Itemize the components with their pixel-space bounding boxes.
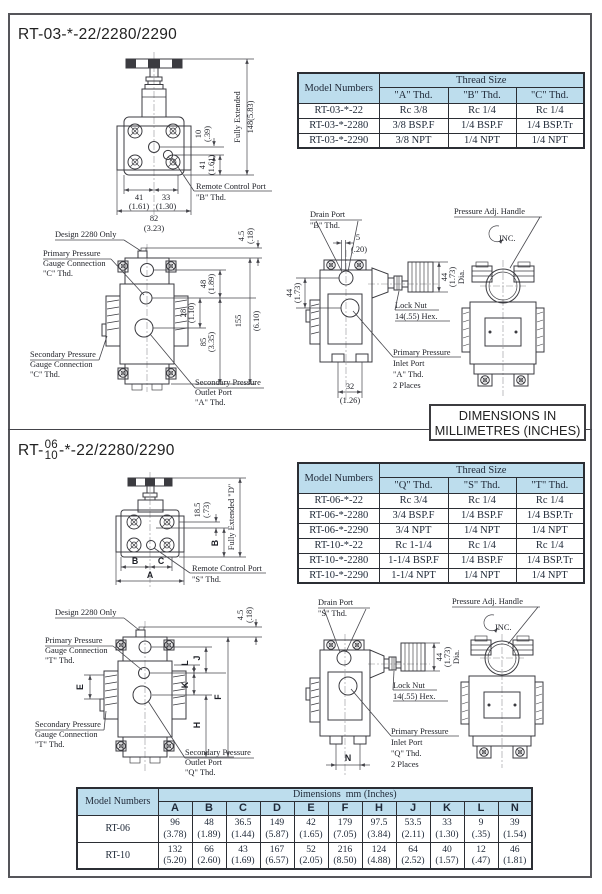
svg-text:Dia.: Dia. (452, 649, 461, 665)
svg-text:5: 5 (355, 233, 361, 242)
cell: 39 (1.54) (498, 815, 532, 842)
rt03-side-view-drawing (285, 210, 473, 406)
cell: 1/4 BSP.F (448, 118, 516, 133)
svg-text:(1.73): (1.73) (293, 282, 302, 304)
svg-text:Fully Extended "D": Fully Extended "D" (227, 483, 236, 551)
table-header-row (298, 73, 584, 87)
dimensions-note-line1: DIMENSIONS IN (458, 407, 557, 423)
cell: 1/4 NPT (516, 523, 584, 538)
svg-text:2 Places: 2 Places (393, 381, 421, 390)
model-cell: RT-06-*-22 (298, 493, 379, 508)
dimension-155 (234, 258, 261, 384)
section2-title (18, 440, 175, 461)
inc-rotation-arrow (489, 226, 516, 243)
svg-text:Primary Pressure: Primary Pressure (391, 727, 449, 736)
svg-text:(3.35): (3.35) (207, 331, 216, 353)
svg-text:C: C (157, 556, 165, 566)
svg-text:Lock Nut: Lock Nut (393, 681, 425, 690)
svg-text:(6.10): (6.10) (252, 310, 261, 332)
svg-text:Pressure Adj. Handle: Pressure Adj. Handle (454, 207, 525, 216)
svg-text:(1.61): (1.61) (207, 154, 216, 176)
cell: 3/8 BSP.F (379, 118, 448, 133)
inc-rotation-arrow (484, 615, 512, 632)
table-row (298, 538, 584, 553)
cell: 1/4 BSP.Tr (516, 553, 584, 568)
valve-side-view (306, 250, 438, 402)
pressure-adj-handle-label (452, 597, 540, 644)
col-c: C (226, 801, 260, 815)
svg-text:"A" Thd.: "A" Thd. (393, 370, 424, 379)
thread-size-header: Thread Size (379, 73, 584, 87)
dimension-32 (338, 362, 362, 405)
cell: 1/4 BSP.Tr (516, 118, 584, 133)
cell: 42 (1.65) (294, 815, 328, 842)
svg-text:4.5: 4.5 (236, 609, 245, 621)
cell: 216 (8.50) (328, 842, 362, 869)
svg-text:H: H (192, 721, 202, 729)
cell: Rc 3/4 (379, 493, 448, 508)
svg-text:Inlet Port: Inlet Port (393, 359, 425, 368)
model-cell: RT-10-*-2290 (298, 568, 379, 583)
svg-text:28: 28 (179, 308, 188, 318)
cell: 3/8 NPT (379, 133, 448, 148)
table-row (298, 103, 584, 118)
svg-text:"Q" Thd.: "Q" Thd. (185, 768, 216, 777)
lock-nut-label (395, 291, 450, 321)
svg-text:(1.30): (1.30) (155, 202, 177, 211)
model-numbers-header: Model Numbers (77, 788, 158, 815)
model-cell: RT-10-*-22 (298, 538, 379, 553)
svg-text:"C" Thd.: "C" Thd. (30, 370, 60, 379)
cell: 132 (5.20) (158, 842, 192, 869)
svg-text:14(.55) Hex.: 14(.55) Hex. (395, 312, 438, 321)
dimensions-note-line2: MILLIMETRES (INCHES) (434, 422, 581, 438)
cell: Rc 1/4 (448, 103, 516, 118)
svg-text:Dia.: Dia. (457, 269, 466, 285)
table-row (77, 842, 532, 869)
col-l: L (464, 801, 498, 815)
cell: 124 (4.88) (362, 842, 396, 869)
col-a: A (158, 801, 192, 815)
dimension-4-5 (146, 228, 262, 266)
svg-text:41: 41 (134, 193, 144, 202)
cell: Rc 1-1/4 (379, 538, 448, 553)
svg-text:Secondary Pressure: Secondary Pressure (195, 378, 261, 387)
dimension-44-left (285, 278, 341, 308)
svg-text:48: 48 (199, 279, 208, 289)
cell: 1/4 NPT (516, 568, 584, 583)
col-q-thd: "Q" Thd. (379, 477, 448, 493)
svg-text:44: 44 (440, 272, 449, 282)
svg-text:Primary Pressure: Primary Pressure (393, 348, 451, 357)
svg-text:"T" Thd.: "T" Thd. (45, 656, 75, 665)
svg-text:(.73): (.73) (202, 501, 211, 519)
svg-text:10: 10 (194, 129, 203, 139)
cell: 96 (3.78) (158, 815, 192, 842)
svg-text:B: B (210, 539, 220, 547)
cell: 1/4 NPT (448, 133, 516, 148)
col-h: H (362, 801, 396, 815)
svg-text:18.5: 18.5 (193, 502, 202, 518)
table-header-row (77, 788, 532, 801)
rt0610-rear-view-drawing (450, 596, 585, 781)
svg-text:Secondary Pressure: Secondary Pressure (185, 748, 251, 757)
thread-size-header: Thread Size (379, 463, 584, 477)
table-row (298, 493, 584, 508)
cell: 1/4 BSP.F (448, 553, 516, 568)
cell: 3/4 NPT (379, 523, 448, 538)
cell: 40 (1.57) (430, 842, 464, 869)
cell: 1-1/4 BSP.F (379, 553, 448, 568)
rt03-thread-table (297, 72, 585, 149)
svg-text:L: L (180, 660, 190, 666)
col-n: N (498, 801, 532, 815)
svg-text:Gauge Connection: Gauge Connection (35, 730, 98, 739)
svg-text:Gauge Connection: Gauge Connection (43, 259, 106, 268)
dimensions-header: Dimensions mm (Inches) (158, 788, 532, 801)
cell: 36.5 (1.44) (226, 815, 260, 842)
dimension-letters (75, 637, 234, 757)
svg-text:44: 44 (435, 652, 444, 662)
cell: 149 (5.87) (260, 815, 294, 842)
rt03-rear-view-drawing (452, 206, 587, 398)
svg-text:Remote Control Port: Remote Control Port (192, 564, 262, 573)
cell: 97.5 (3.84) (362, 815, 396, 842)
design-2280-label (55, 608, 139, 630)
table-row (298, 568, 584, 583)
cell: 43 (1.69) (226, 842, 260, 869)
svg-text:(1.61): (1.61) (128, 202, 150, 211)
col-f: F (328, 801, 362, 815)
dimension-4-5 (144, 607, 262, 645)
svg-text:Design 2280 Only: Design 2280 Only (55, 608, 117, 617)
col-b-thd: "B" Thd. (448, 87, 516, 103)
svg-text:K: K (180, 681, 190, 689)
col-a-thd: "A" Thd. (379, 87, 448, 103)
col-j: J (396, 801, 430, 815)
cell: Rc 1/4 (516, 538, 584, 553)
col-c-thd: "C" Thd. (516, 87, 584, 103)
dimension-41-right (184, 155, 254, 175)
svg-text:(1.89): (1.89) (207, 273, 216, 295)
model-cell: RT-10 (77, 842, 158, 869)
cell: 1/4 NPT (516, 133, 584, 148)
svg-text:J: J (192, 655, 202, 661)
col-t-thd: "T" Thd. (516, 477, 584, 493)
svg-text:"T" Thd.: "T" Thd. (35, 740, 65, 749)
svg-text:Secondary Pressure: Secondary Pressure (35, 720, 101, 729)
cell: 66 (2.60) (192, 842, 226, 869)
svg-text:INC.: INC. (495, 623, 512, 632)
model-cell: RT-06-*-2280 (298, 508, 379, 523)
svg-text:Pressure Adj. Handle: Pressure Adj. Handle (452, 597, 523, 606)
svg-text:B: B (131, 556, 139, 566)
remote-control-port-label (172, 158, 272, 202)
svg-text:33: 33 (161, 193, 171, 202)
svg-text:F: F (213, 694, 223, 700)
svg-text:Primary Pressure: Primary Pressure (43, 249, 101, 258)
rt0610-front-view-drawing (10, 603, 305, 785)
cell: 46 (1.81) (498, 842, 532, 869)
svg-text:41: 41 (198, 160, 207, 170)
svg-text:Gauge Connection: Gauge Connection (45, 646, 108, 655)
cell: 1/4 NPT (448, 523, 516, 538)
svg-text:"B" Thd.: "B" Thd. (310, 221, 340, 230)
svg-text:"A" Thd.: "A" Thd. (195, 398, 226, 407)
svg-text:"S" Thd.: "S" Thd. (318, 609, 348, 618)
secondary-outlet-label (148, 701, 254, 777)
table-row (298, 523, 584, 538)
svg-text:E: E (75, 684, 85, 690)
svg-text:2 Places: 2 Places (391, 760, 419, 769)
section1-title: RT-03-*-22/2280/2290 (18, 26, 178, 43)
rt0610-dimensions-table (76, 787, 533, 870)
cell: 64 (2.52) (396, 842, 430, 869)
secondary-gauge-label (30, 336, 107, 379)
svg-text:(.20): (.20) (350, 245, 368, 254)
col-d: D (260, 801, 294, 815)
table-row (298, 553, 584, 568)
col-k: K (430, 801, 464, 815)
model-cell: RT-03-*-22 (298, 103, 379, 118)
cell: 1/4 BSP.Tr (516, 508, 584, 523)
model-cell: RT-03-*-2280 (298, 118, 379, 133)
valve-front-view (102, 244, 188, 392)
title-model-stack: 06 10 (44, 439, 58, 462)
svg-text:Drain Port: Drain Port (310, 210, 346, 219)
cell: 33 (1.30) (430, 815, 464, 842)
title-prefix: RT- (18, 441, 44, 459)
table-row (77, 815, 532, 842)
rt03-front-view-drawing (10, 224, 305, 424)
svg-text:Remote Control Port: Remote Control Port (196, 182, 266, 191)
drain-port-label (318, 598, 370, 652)
svg-text:(.18): (.18) (246, 227, 255, 245)
svg-text:(1.26): (1.26) (339, 396, 361, 405)
svg-text:(1.73): (1.73) (448, 266, 457, 288)
model-cell: RT-10-*-2280 (298, 553, 379, 568)
cell: 3/4 BSP.F (379, 508, 448, 523)
col-s-thd: "S" Thd. (448, 477, 516, 493)
cell: Rc 1/4 (448, 493, 516, 508)
pressure-adj-handle-label (454, 207, 542, 268)
model-cell: RT-06 (77, 815, 158, 842)
rt03-top-view-drawing (92, 50, 292, 234)
svg-text:32: 32 (345, 382, 355, 391)
svg-text:4.5: 4.5 (237, 230, 246, 242)
design-2280-label (55, 230, 141, 251)
svg-text:148(5.83): 148(5.83) (246, 100, 255, 134)
model-cell: RT-06-*-2290 (298, 523, 379, 538)
svg-text:Secondary Pressure: Secondary Pressure (30, 350, 96, 359)
svg-text:(.39): (.39) (203, 125, 212, 143)
svg-text:"C" Thd.: "C" Thd. (43, 269, 73, 278)
primary-inlet-label (353, 311, 461, 390)
svg-text:82: 82 (149, 214, 159, 223)
table-row (298, 133, 584, 148)
cell: Rc 1/4 (516, 493, 584, 508)
cell: Rc 1/4 (448, 538, 516, 553)
col-b: B (192, 801, 226, 815)
svg-text:Design 2280 Only: Design 2280 Only (55, 230, 117, 239)
col-e: E (294, 801, 328, 815)
model-numbers-header: Model Numbers (298, 463, 379, 493)
primary-gauge-label (45, 636, 142, 670)
cell: 9 (.35) (464, 815, 498, 842)
cell: 167 (6.57) (260, 842, 294, 869)
svg-text:Fully Extended: Fully Extended (233, 91, 242, 143)
svg-text:"S" Thd.: "S" Thd. (192, 575, 222, 584)
rt0610-thread-table (297, 462, 585, 584)
cell: 1-1/4 NPT (379, 568, 448, 583)
dimension-28 (153, 298, 206, 328)
svg-text:(1.73): (1.73) (443, 646, 452, 668)
svg-text:(3.23): (3.23) (143, 224, 165, 233)
svg-text:"B" Thd.: "B" Thd. (196, 193, 226, 202)
cell: 12 (.47) (464, 842, 498, 869)
svg-text:N: N (344, 753, 352, 763)
svg-text:A: A (146, 570, 154, 580)
lock-nut-label (393, 671, 448, 701)
cell: 1/4 NPT (448, 568, 516, 583)
title-suffix: -*-22/2280/2290 (59, 441, 175, 459)
svg-text:Outlet Port: Outlet Port (195, 388, 232, 397)
table-header-row (298, 463, 584, 477)
secondary-gauge-label (35, 711, 106, 749)
svg-text:(1.10): (1.10) (187, 302, 196, 324)
svg-text:(.18): (.18) (245, 606, 254, 624)
svg-text:Inlet Port: Inlet Port (391, 738, 423, 747)
valve-front-view (100, 621, 186, 771)
remote-control-port-label (154, 548, 266, 584)
cell: 52 (2.05) (294, 842, 328, 869)
svg-text:INC.: INC. (499, 234, 516, 243)
cell: 1/4 BSP.F (448, 508, 516, 523)
drain-port-label (310, 210, 362, 272)
svg-text:Lock Nut: Lock Nut (395, 301, 427, 310)
valve-rear-view (461, 634, 543, 768)
svg-text:Outlet Port: Outlet Port (185, 758, 222, 767)
valve-rear-view (462, 260, 544, 396)
svg-text:Primary Pressure: Primary Pressure (45, 636, 103, 645)
cell: Rc 3/8 (379, 103, 448, 118)
svg-text:Gauge Connection: Gauge Connection (30, 360, 93, 369)
dimension-n (326, 744, 370, 770)
dimension-fully-extended (182, 59, 255, 175)
svg-text:14(.55) Hex.: 14(.55) Hex. (393, 692, 436, 701)
dimensions-note (429, 404, 586, 441)
cell: Rc 1/4 (516, 103, 584, 118)
svg-defs (0, 0, 2, 2)
svg-text:"Q" Thd.: "Q" Thd. (391, 749, 422, 758)
cell: 53.5 (2.11) (396, 815, 430, 842)
svg-text:155: 155 (234, 314, 243, 328)
rt0610-side-view-drawing (288, 598, 473, 783)
valve-top-view (117, 52, 191, 216)
table-row (298, 508, 584, 523)
svg-text:85: 85 (199, 337, 208, 347)
model-cell: RT-03-*-2290 (298, 133, 379, 148)
table-row (298, 118, 584, 133)
cell: 48 (1.89) (192, 815, 226, 842)
primary-gauge-label (43, 249, 144, 295)
svg-text:Drain Port: Drain Port (318, 598, 354, 607)
cell: 179 (7.05) (328, 815, 362, 842)
svg-text:44: 44 (285, 288, 294, 298)
model-numbers-header: Model Numbers (298, 73, 379, 103)
